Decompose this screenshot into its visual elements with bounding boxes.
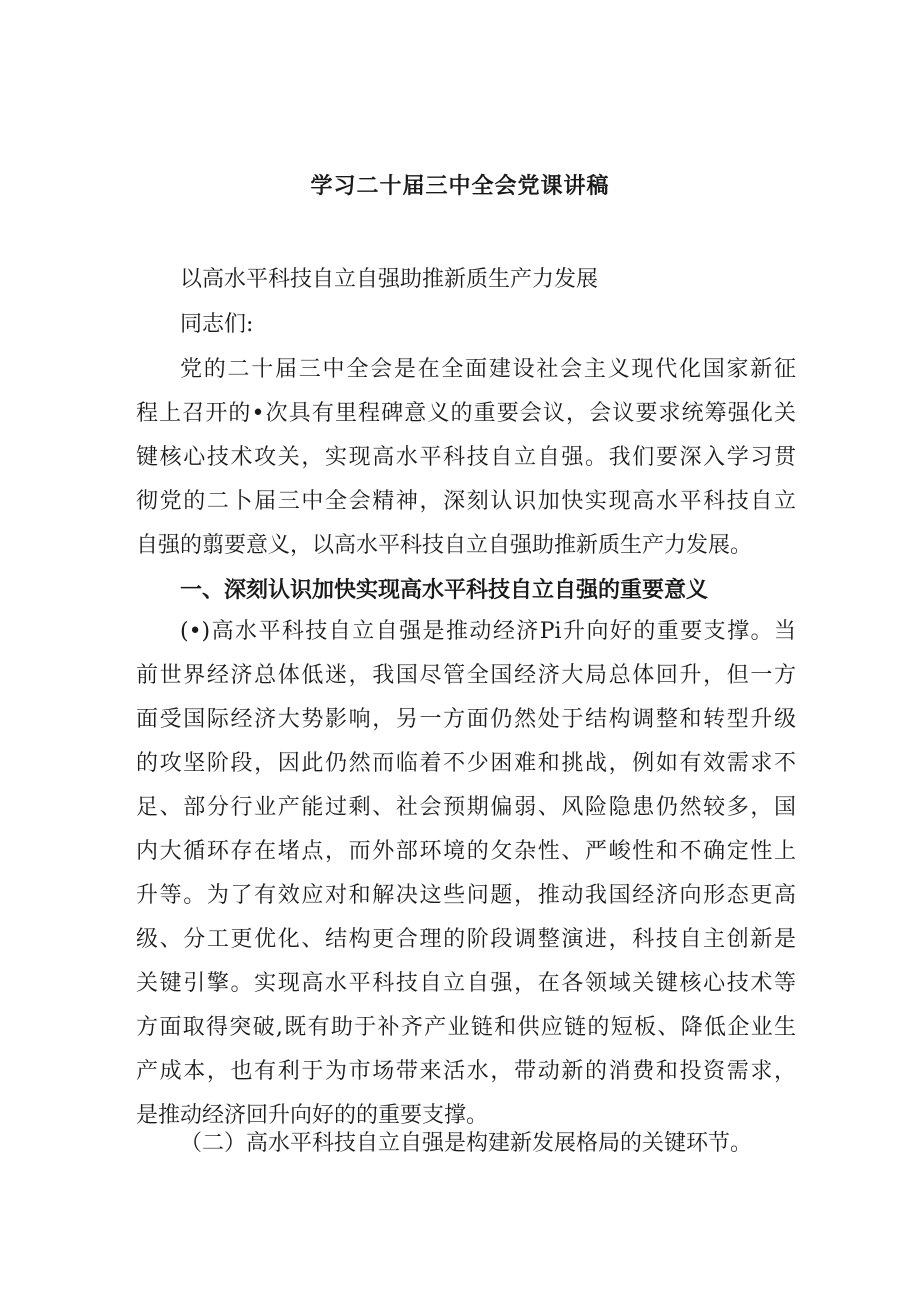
paragraph-line: 的攻坚阶段，因此仍然而临着不少困难和挑战，例如有效需求不 xyxy=(136,751,796,776)
section-1-paragraph-1 xyxy=(136,610,796,1138)
paragraph-line: 足、部分行业产能过剩、社会预期偏弱、风险隐患仍然较多，国 xyxy=(136,795,796,820)
paragraph-line: 关键引擎。实现高水平科技自立自强，在各领域关键核心技术等 xyxy=(136,971,796,996)
document-title: 学习二十届三中全会党课讲稿 xyxy=(310,173,610,199)
paragraph-line: 方面取得突破,既有助于补齐产业链和供应链的短板、降低企业生 xyxy=(136,1015,796,1040)
salutation: 同志们: xyxy=(180,312,254,337)
paragraph-line: 升等。为了有效应对和解决这些问题，推动我国经济向形态更高 xyxy=(136,883,796,908)
paragraph-line: 内大循环存在堵点，而外部环境的攵杂性、严峻性和不确定性上 xyxy=(136,839,796,864)
section-1-heading-block xyxy=(136,568,796,612)
section-heading: 一、深刻认识加快实现高水平科技自立自强的重要意义 xyxy=(180,577,709,603)
paragraph-line: 自强的翦要意义，以高水平科技自立自强助推新质生产力发展。 xyxy=(136,533,753,558)
paragraph-line: 面受国际经济大势影响，另一方面仍然处于结构调整和转型升级 xyxy=(136,707,796,732)
paragraph-line: 彻党的二卜届三中全会精神，深刻认识加快实现高水平科技自立 xyxy=(136,489,796,514)
section-1-paragraph-2 xyxy=(180,1122,800,1166)
paragraph-line: （二）高水平科技自立自强是构建新发展格局的关键环节。 xyxy=(180,1131,753,1156)
paragraph-line: 党的二十届三中全会是在全面建设社会主义现代化国家新征 xyxy=(180,357,796,382)
document-subtitle: 以高水平科技自立自强助推新质生产力发展 xyxy=(180,267,599,292)
paragraph-line: 程上召开的•次具有里程碑意义的重要会议，会议要求统筹强化关 xyxy=(136,401,796,426)
paragraph-line: 键核心技术攻关，实现高水平科技自立自强。我们要深入学习贯 xyxy=(136,445,796,470)
intro-paragraph xyxy=(136,348,796,568)
paragraph-line: 级、分工更优化、结构更合理的阶段调整演进，科技自主创新是 xyxy=(136,927,796,952)
paragraph-line: 产成本，也有利于为市场带来活水，带动新的消费和投资需求， xyxy=(136,1059,796,1084)
paragraph-line: (•)高水平科技自立自强是推动经济Pi升向好的重要支撑。当 xyxy=(180,619,796,644)
paragraph-line: 前世界经济总体低迷，我国尽管全国经济大局总体回升，但一方 xyxy=(136,663,796,688)
paragraph-line: 是推动经济回升向好的的重要支撑。 xyxy=(136,1103,489,1128)
